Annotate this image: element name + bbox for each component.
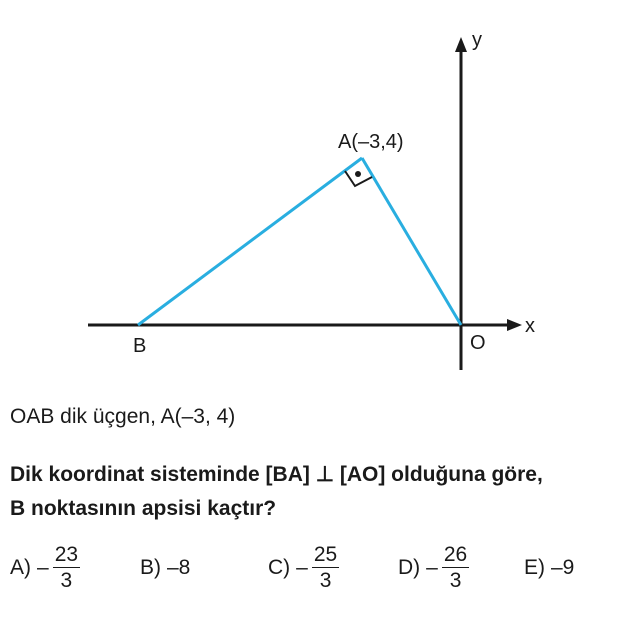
point-a-label: A(–3,4): [338, 131, 404, 153]
option-d-numerator: 26: [443, 542, 468, 566]
option-a-sign: –: [37, 556, 49, 579]
option-a-letter: A): [10, 556, 31, 579]
y-axis-label: y: [472, 29, 482, 51]
option-b-value: –8: [167, 556, 191, 579]
segment-ba: [138, 158, 362, 325]
option-e-letter: E): [524, 556, 545, 579]
option-a-fraction: [53, 543, 80, 594]
option-d-sign: –: [426, 556, 438, 579]
option-c[interactable]: [268, 536, 339, 600]
option-b-letter: B): [140, 556, 161, 579]
given-statement: OAB dik üçgen, A(–3, 4): [10, 405, 236, 428]
option-d-denominator: 3: [449, 568, 462, 592]
option-e-value: –9: [551, 556, 575, 579]
option-c-numerator: 25: [313, 542, 338, 566]
x-axis-label: x: [525, 315, 535, 337]
right-angle-dot: [355, 171, 361, 177]
option-d-letter: D): [398, 556, 421, 579]
option-c-sign: –: [296, 556, 308, 579]
question-text: [10, 458, 543, 526]
point-b-label: B: [133, 335, 147, 357]
option-c-denominator: 3: [319, 568, 332, 592]
option-d-fraction: [442, 543, 469, 594]
question-line-2: B noktasının apsisi kaçtır?: [10, 497, 277, 520]
option-b[interactable]: [140, 536, 190, 600]
segment-ao: [362, 158, 461, 325]
question-line-1: Dik koordinat sisteminde [BA] ⊥ [AO] olduğuna göre,: [10, 463, 543, 486]
option-c-letter: C): [268, 556, 291, 579]
option-a[interactable]: [10, 536, 80, 600]
option-a-numerator: 23: [54, 542, 79, 566]
option-e[interactable]: [524, 536, 574, 600]
y-axis-arrow: [455, 37, 467, 52]
option-a-denominator: 3: [60, 568, 73, 592]
option-c-fraction: [312, 543, 339, 594]
point-o-label: O: [470, 332, 486, 354]
option-d[interactable]: [398, 536, 469, 600]
x-axis-arrow: [507, 319, 522, 331]
